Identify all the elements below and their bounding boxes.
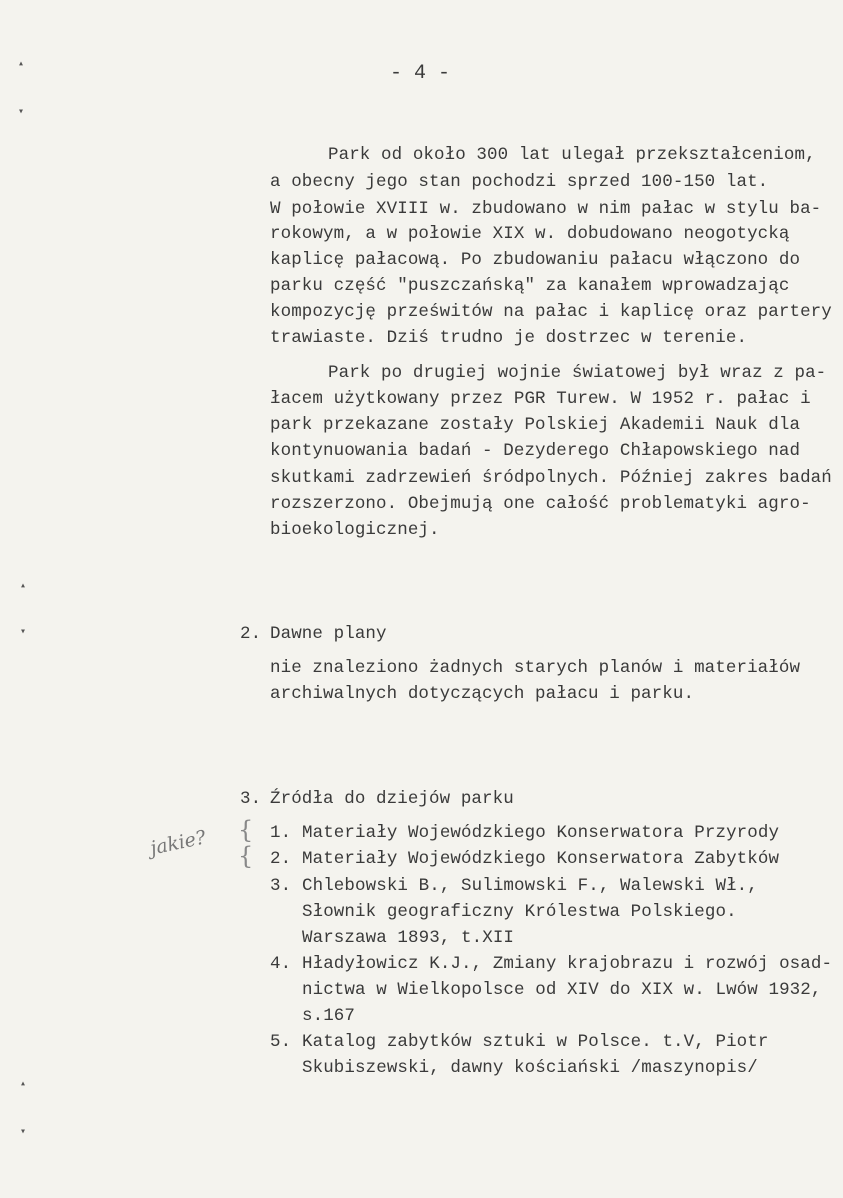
paragraph-line: Park po drugiej wojnie światowej był wraz z pa- bbox=[328, 363, 827, 383]
margin-mark: ▾ bbox=[20, 627, 27, 638]
source-line: Skubiszewski, dawny kościański /maszynopis/ bbox=[302, 1058, 758, 1078]
paragraph-line: W połowie XVIII w. zbudowano w nim pałac w stylu ba- bbox=[270, 199, 822, 219]
paragraph-line: łacem użytkowany przez PGR Turew. W 1952 r. pałac i bbox=[270, 389, 811, 409]
paragraph-line: trawiaste. Dziś trudno je dostrzec w terenie. bbox=[270, 328, 748, 348]
source-line: nictwa w Wielkopolsce od XIV do XIX w. Lwów 1932, bbox=[302, 980, 822, 1000]
paragraph-line: a obecny jego stan pochodzi sprzed 100-150 lat. bbox=[270, 172, 769, 192]
source-number: 2. bbox=[270, 849, 292, 869]
paragraph-line: bioekologicznej. bbox=[270, 520, 440, 540]
source-number: 3. bbox=[270, 876, 292, 896]
source-line: Chlebowski B., Sulimowski F., Walewski Wł., bbox=[302, 876, 758, 896]
margin-mark: ▾ bbox=[18, 107, 25, 118]
margin-mark: ▴ bbox=[20, 1079, 27, 1090]
source-line: Materiały Wojewódzkiego Konserwatora Przyrody bbox=[302, 823, 780, 843]
source-line: Warszawa 1893, t.XII bbox=[302, 928, 515, 948]
paragraph-line: kontynuowania badań - Dezyderego Chłapowskiego nad bbox=[270, 441, 801, 461]
section-number: 2. bbox=[240, 624, 262, 644]
margin-mark: ▴ bbox=[20, 581, 27, 592]
paragraph-line: kaplicę pałacową. Po zbudowaniu pałacu włączono do bbox=[270, 250, 801, 270]
section-line: nie znaleziono żadnych starych planów i materiałów bbox=[270, 658, 801, 678]
section-title: Dawne plany bbox=[270, 624, 387, 644]
source-number: 5. bbox=[270, 1032, 292, 1052]
paragraph-line: park przekazane zostały Polskiej Akademii Nauk dla bbox=[270, 415, 801, 435]
section-number: 3. bbox=[240, 789, 262, 809]
handwritten-note: jakie? bbox=[148, 826, 208, 860]
paragraph-line: kompozycję prześwitów na pałac i kaplicę oraz partery bbox=[270, 302, 832, 322]
source-line: Materiały Wojewódzkiego Konserwatora Zabytków bbox=[302, 849, 780, 869]
source-number: 1. bbox=[270, 823, 292, 843]
paragraph-line: rokowym, a w połowie XIX w. dobudowano neogotycką bbox=[270, 224, 790, 244]
handwritten-brace: { bbox=[238, 816, 254, 844]
source-number: 4. bbox=[270, 954, 292, 974]
page-number: - 4 - bbox=[390, 62, 451, 85]
section-title: Źródła do dziejów parku bbox=[270, 789, 514, 809]
margin-mark: ▴ bbox=[18, 59, 25, 70]
source-line: Katalog zabytków sztuki w Polsce. t.V, Piotr bbox=[302, 1032, 769, 1052]
paragraph-line: parku część "puszczańską" za kanałem wprowadzając bbox=[270, 276, 790, 296]
source-line: s.167 bbox=[302, 1006, 356, 1026]
margin-mark: ▾ bbox=[20, 1127, 27, 1138]
paragraph-line: skutkami zadrzewień śródpolnych. Później zakres badań bbox=[270, 468, 832, 488]
paragraph-line: Park od około 300 lat ulegał przekształceniom, bbox=[328, 145, 816, 165]
source-line: Słownik geograficzny Królestwa Polskiego. bbox=[302, 902, 737, 922]
source-line: Hładyłowicz K.J., Zmiany krajobrazu i rozwój osad- bbox=[302, 954, 833, 974]
section-line: archiwalnych dotyczących pałacu i parku. bbox=[270, 684, 695, 704]
paragraph-line: rozszerzono. Obejmują one całość problematyki agro- bbox=[270, 494, 811, 514]
handwritten-brace: { bbox=[238, 842, 254, 870]
